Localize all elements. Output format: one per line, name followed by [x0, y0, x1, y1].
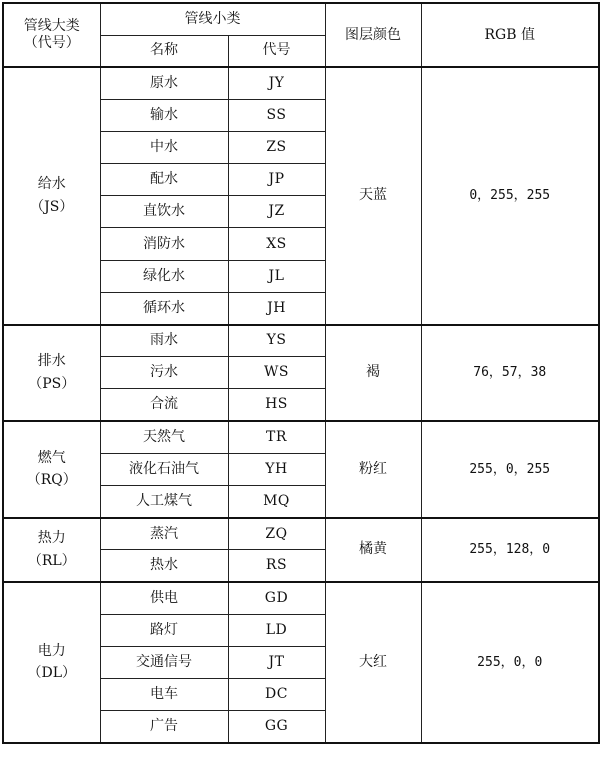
major-category-cell [3, 582, 100, 743]
minor-code-cell: GG [228, 711, 325, 743]
header-major-code-label: （代号） [23, 35, 80, 51]
rgb-value-cell: 255，128，0 [421, 518, 599, 582]
minor-name-cell: 广告 [100, 711, 228, 743]
minor-code-cell: YH [228, 453, 325, 485]
major-category-code: （JS） [30, 198, 74, 215]
major-category-cell [3, 421, 100, 518]
minor-code-cell: HS [228, 389, 325, 421]
minor-name-cell: 雨水 [100, 325, 228, 357]
layer-color-cell: 大红 [325, 582, 421, 743]
major-category-name: 燃气 [37, 449, 66, 466]
header-major-category-label: 管线大类 [23, 18, 80, 35]
layer-color-cell: 粉红 [325, 421, 421, 518]
table-body [3, 67, 599, 743]
table-row [3, 582, 599, 614]
major-category-name: 给水 [37, 175, 66, 192]
major-category-name: 电力 [37, 642, 66, 659]
minor-code-cell: MQ [228, 485, 325, 517]
minor-code-cell: JY [228, 67, 325, 99]
header-name: 名称 [100, 35, 228, 67]
layer-color-cell: 橘黄 [325, 518, 421, 582]
minor-code-cell: JP [228, 164, 325, 196]
table-row [3, 325, 599, 357]
minor-code-cell: DC [228, 679, 325, 711]
minor-code-cell: JL [228, 260, 325, 292]
minor-name-cell: 交通信号 [100, 646, 228, 678]
minor-name-cell: 供电 [100, 582, 228, 614]
minor-code-cell: ZS [228, 131, 325, 163]
minor-name-cell: 液化石油气 [100, 453, 228, 485]
minor-name-cell: 路灯 [100, 614, 228, 646]
minor-code-cell: JT [228, 646, 325, 678]
rgb-value-cell: 0，255，255 [421, 67, 599, 325]
minor-name-cell: 电车 [100, 679, 228, 711]
minor-name-cell: 热水 [100, 550, 228, 582]
minor-name-cell: 直饮水 [100, 196, 228, 228]
rgb-value-cell: 255，0，255 [421, 421, 599, 518]
minor-code-cell: RS [228, 550, 325, 582]
major-category-cell [3, 325, 100, 422]
major-category-code: （RL） [27, 552, 76, 569]
minor-code-cell: JH [228, 292, 325, 324]
table-row [3, 67, 599, 99]
pipeline-layer-table [2, 2, 600, 744]
minor-name-cell: 人工煤气 [100, 485, 228, 517]
header-minor-category: 管线小类 [100, 3, 325, 35]
header-code: 代号 [228, 35, 325, 67]
major-category-code: （PS） [28, 375, 76, 392]
major-category-code: （RQ） [26, 472, 77, 489]
minor-name-cell: 消防水 [100, 228, 228, 260]
major-category-cell [3, 518, 100, 582]
minor-code-cell: WS [228, 357, 325, 389]
major-category-code: （DL） [27, 665, 77, 682]
minor-code-cell: YS [228, 325, 325, 357]
minor-name-cell: 循环水 [100, 292, 228, 324]
minor-code-cell: GD [228, 582, 325, 614]
header-layer-color: 图层颜色 [325, 3, 421, 67]
minor-code-cell: JZ [228, 196, 325, 228]
minor-name-cell: 合流 [100, 389, 228, 421]
layer-color-cell: 褐 [325, 325, 421, 422]
layer-color-cell: 天蓝 [325, 67, 421, 325]
table-row [3, 518, 599, 550]
table-row [3, 421, 599, 453]
minor-name-cell: 绿化水 [100, 260, 228, 292]
minor-name-cell: 蒸汽 [100, 518, 228, 550]
major-category-cell [3, 67, 100, 325]
rgb-value-cell: 255，0，0 [421, 582, 599, 743]
minor-name-cell: 中水 [100, 131, 228, 163]
header-rgb: RGB 值 [421, 3, 599, 67]
minor-name-cell: 天然气 [100, 421, 228, 453]
minor-name-cell: 原水 [100, 67, 228, 99]
minor-code-cell: TR [228, 421, 325, 453]
header-major-category [3, 3, 100, 67]
rgb-value-cell: 76，57，38 [421, 325, 599, 422]
minor-name-cell: 配水 [100, 164, 228, 196]
minor-code-cell: LD [228, 614, 325, 646]
major-category-name: 热力 [37, 530, 66, 547]
minor-name-cell: 污水 [100, 357, 228, 389]
major-category-name: 排水 [37, 352, 66, 369]
minor-code-cell: XS [228, 228, 325, 260]
minor-code-cell: ZQ [228, 518, 325, 550]
minor-name-cell: 输水 [100, 99, 228, 131]
minor-code-cell: SS [228, 99, 325, 131]
